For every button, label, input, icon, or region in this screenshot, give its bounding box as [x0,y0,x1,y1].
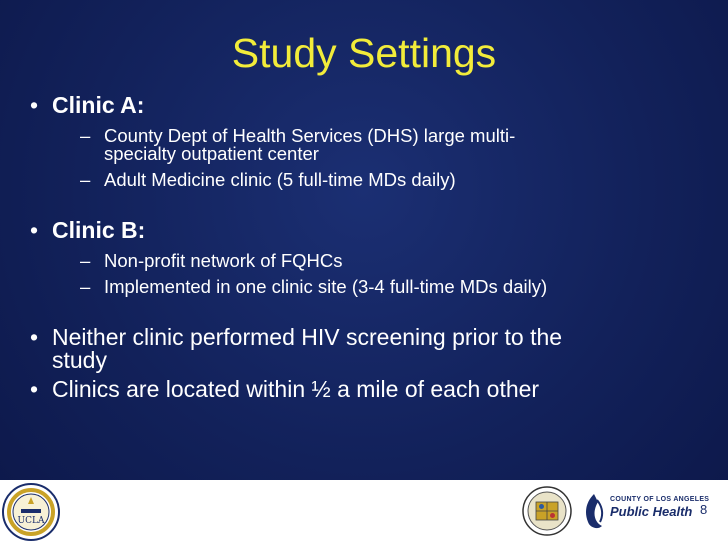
bullet-text: Clinic A: [52,92,145,118]
ucla-seal-logo [2,483,60,541]
bullet-line: Neither clinic performed HIV screening prior to the [52,324,563,350]
public-health-name-text: Public Health [610,504,693,519]
sub-bullet-dash: – [80,250,91,271]
bullet-dot: • [30,376,39,402]
public-health-logo [580,490,710,534]
ucla-logo-text: UCLA [17,516,45,526]
sub-bullet-line: Non-profit network of FQHCs [104,250,343,271]
bullet-clinic-distance [30,378,710,401]
sub-bullet [30,127,710,163]
sub-bullet-line: specialty outpatient center [104,143,319,164]
bullet-dot: • [30,217,39,243]
bullet-line: Clinics are located within ½ a mile of each other [52,376,540,402]
sub-bullet-dash: – [80,169,91,190]
sub-bullet [30,252,710,270]
bullet-text: Clinic B: [52,217,146,243]
public-health-mark-icon [580,492,608,532]
bullet-hiv-screening [30,326,710,372]
sub-bullet [30,171,710,189]
page-number: 8 [700,502,708,517]
public-health-county-text: COUNTY OF LOS ANGELES [610,496,710,503]
la-county-seal-icon [522,486,572,536]
sub-bullet [30,278,710,296]
footer-bar [0,480,728,546]
sub-bullet-line: Implemented in one clinic site (3-4 full-time MDs daily) [104,276,548,297]
bullet-clinic-a [30,94,710,117]
bullet-list [30,94,710,401]
sub-bullet-dash: – [80,276,91,297]
sub-bullet-line: Adult Medicine clinic (5 full-time MDs daily) [104,169,456,190]
bullet-dot: • [30,92,39,118]
bullet-line: study [52,347,107,373]
sub-bullet-line: County Dept of Health Services (DHS) large multi- [104,125,516,146]
bullet-dot: • [30,324,39,350]
sub-bullet-dash: – [80,125,91,146]
slide-title: Study Settings [231,30,497,76]
bullet-clinic-b [30,219,710,242]
